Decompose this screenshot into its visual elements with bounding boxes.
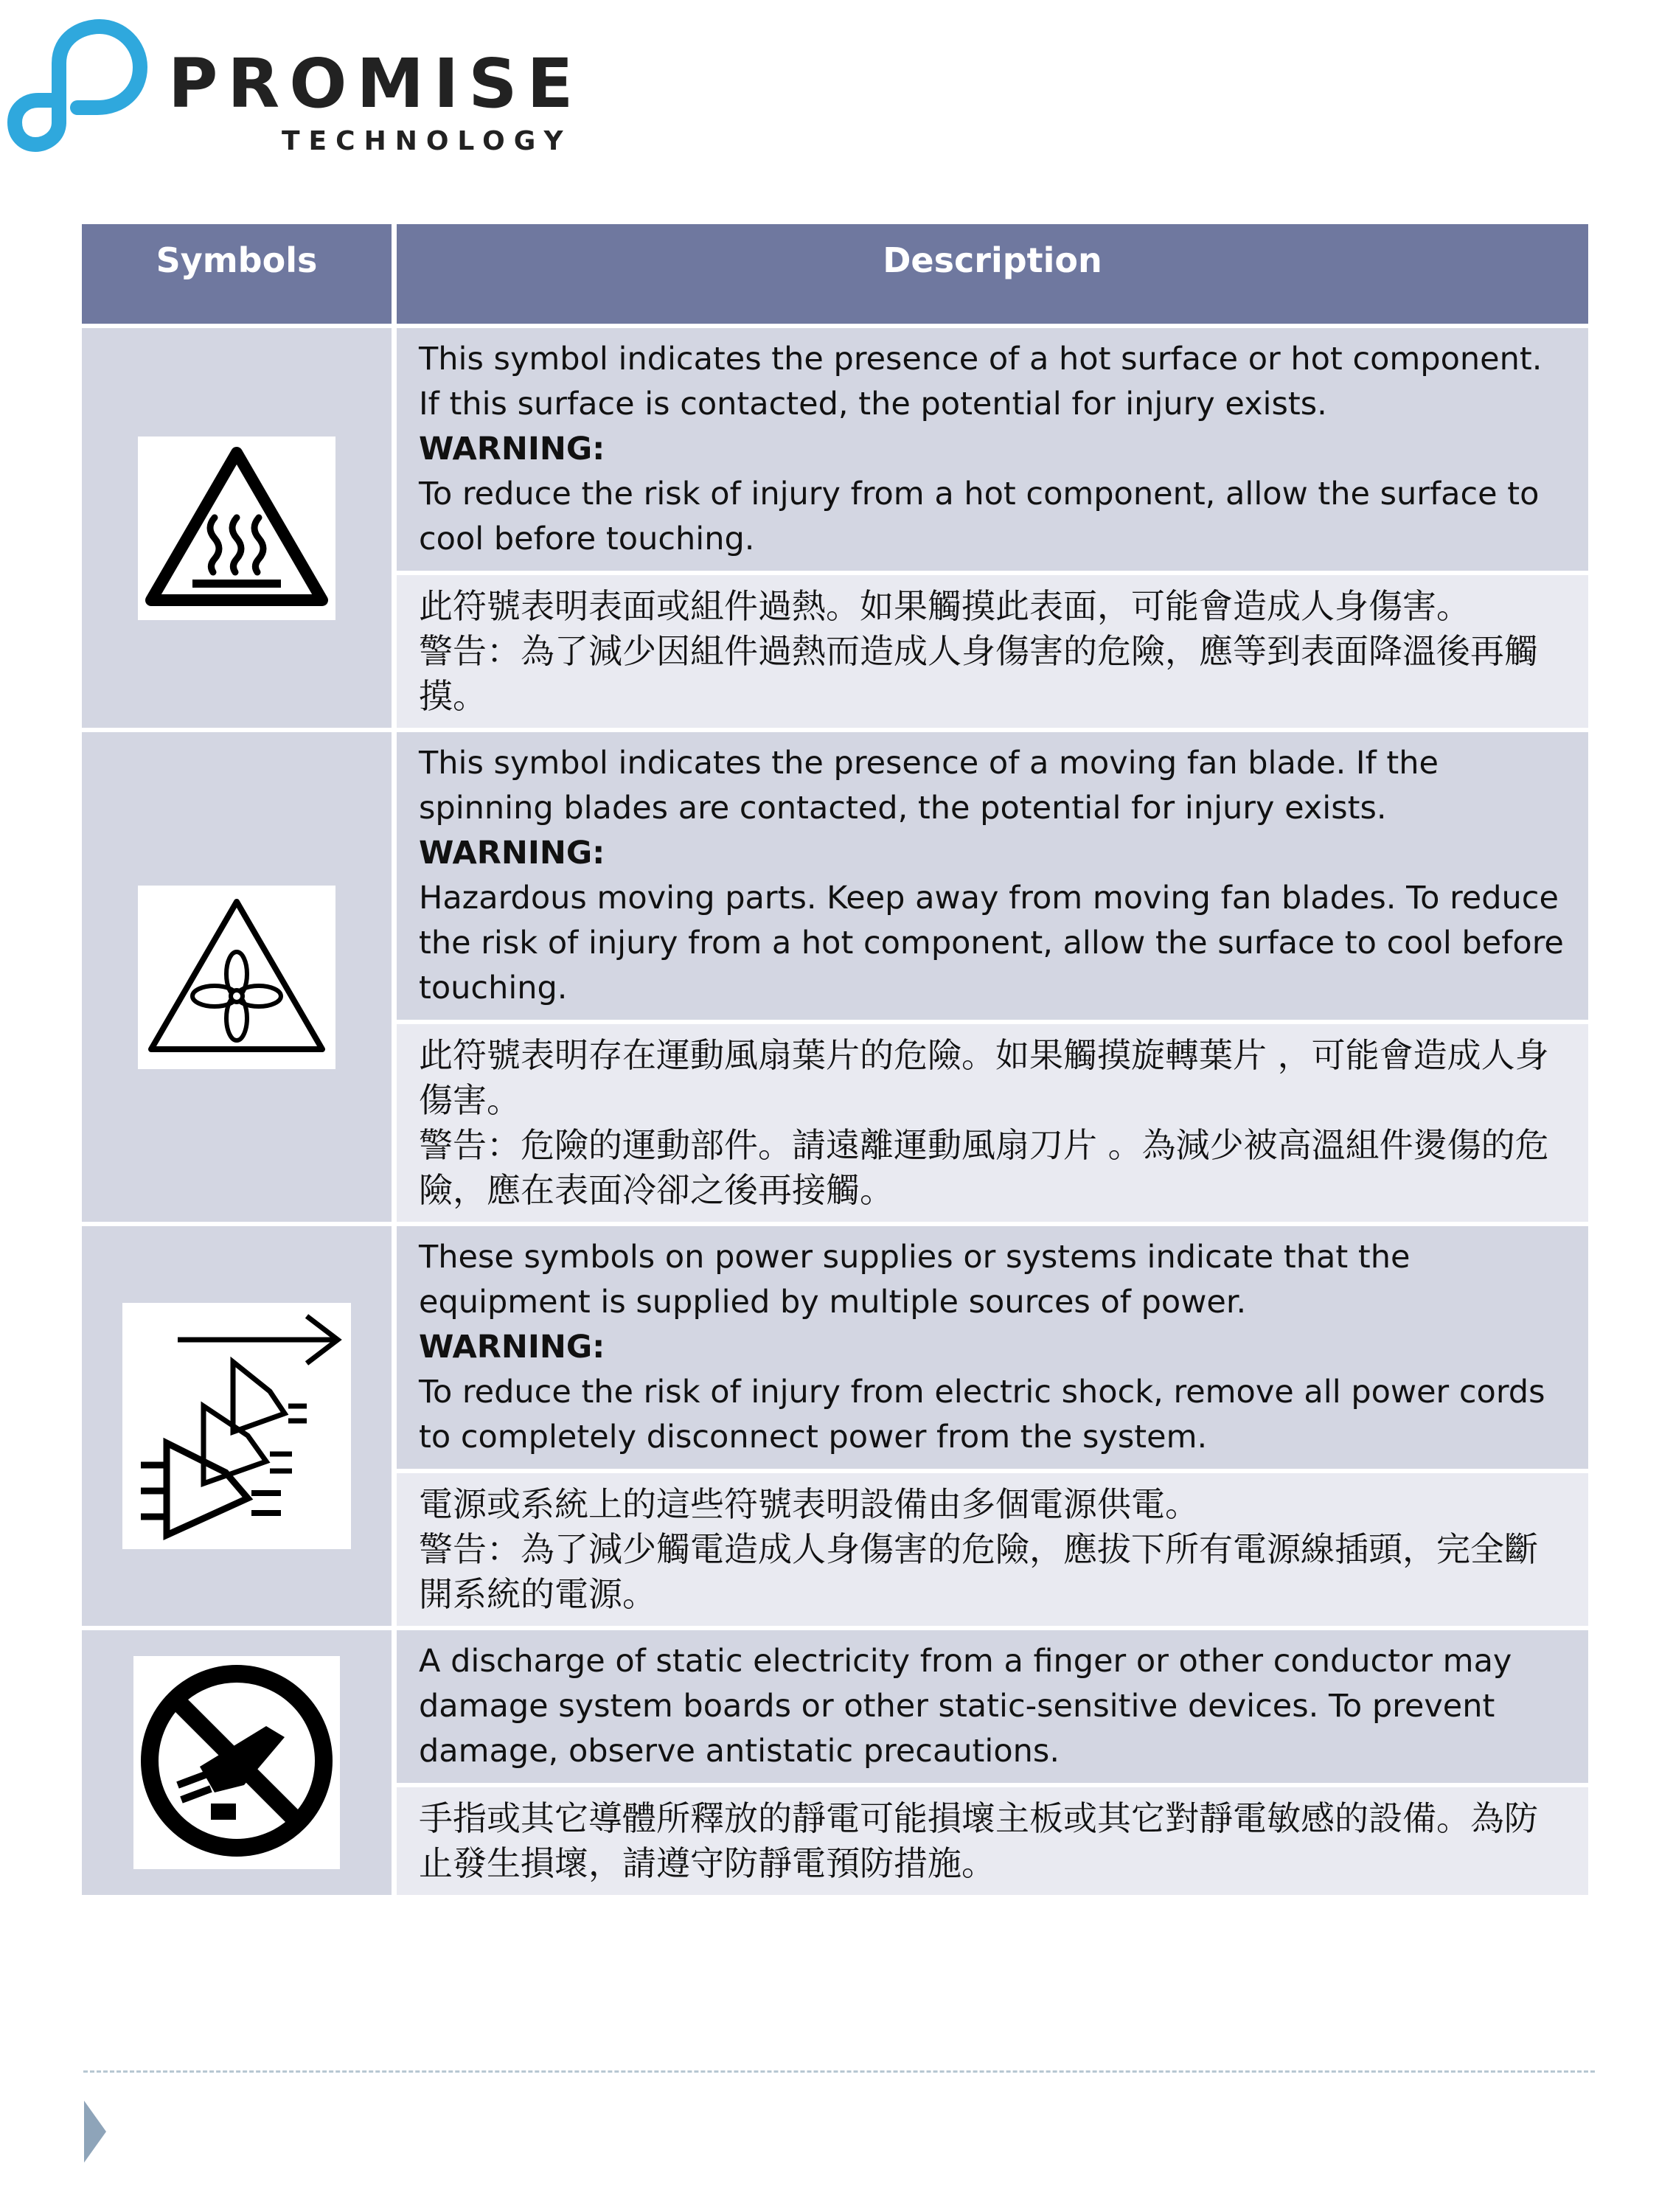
description-en-intro: These symbols on power supplies or systems indicate that the equipment is supplied by multiple sources of power. xyxy=(419,1239,1411,1321)
description-zh xyxy=(397,1473,1588,1626)
warning-label: WARNING: xyxy=(419,431,605,467)
description-en xyxy=(397,732,1588,1020)
brand-name: PROMISE xyxy=(168,44,583,123)
symbol-cell xyxy=(82,1226,392,1626)
table-row xyxy=(82,732,1588,1020)
brand-tagline: TECHNOLOGY xyxy=(282,126,572,156)
description-en xyxy=(397,328,1588,571)
multiple-power-plugs-icon xyxy=(122,1303,351,1549)
page-arrow-icon xyxy=(84,2101,106,2163)
promise-logo xyxy=(7,12,583,156)
table-row xyxy=(82,1226,1588,1469)
description-zh xyxy=(397,1787,1588,1895)
fan-blade-icon xyxy=(138,886,335,1069)
description-en xyxy=(397,1630,1588,1783)
table-header-row xyxy=(82,224,1588,324)
symbol-cell xyxy=(82,1630,392,1895)
description-zh xyxy=(397,1024,1588,1222)
description-zh-warning: 警告：為了減少因組件過熱而造成人身傷害的危險，應等到表面降溫後再觸摸。 xyxy=(419,631,1538,716)
description-zh-warning: 警告：危險的運動部件。請遠離運動風扇刀片 。為減少被高溫組件燙傷的危險，應在表面冷卻之後再接觸。 xyxy=(419,1125,1549,1210)
table-row xyxy=(82,1630,1588,1783)
promise-mark-icon xyxy=(7,12,155,152)
description-en-intro: This symbol indicates the presence of a hot surface or hot component. If this surface is contacted, the potential for injury exists. xyxy=(419,341,1543,422)
description-en-intro: This symbol indicates the presence of a moving fan blade. If the spinning blades are contacted, the potential for injury exists. xyxy=(419,745,1439,827)
description-en-warning: Hazardous moving parts. Keep away from moving fan blades. To reduce the risk of injury from a hot component, allow the surface to cool before touching. xyxy=(419,880,1564,1006)
header-symbols: Symbols xyxy=(82,224,392,324)
hot-surface-icon xyxy=(138,437,335,620)
description-zh-intro: 手指或其它導體所釋放的靜電可能損壞主板或其它對靜電敏感的設備。為防止發生損壞，請遵守防靜電預防措施。 xyxy=(419,1798,1538,1883)
description-en xyxy=(397,1226,1588,1469)
warning-label: WARNING: xyxy=(419,835,605,872)
description-zh-intro: 電源或系統上的這些符號表明設備由多個電源供電。 xyxy=(419,1484,1199,1524)
description-zh xyxy=(397,575,1588,728)
symbol-cell xyxy=(82,732,392,1222)
description-en-intro: A discharge of static electricity from a finger or other conductor may damage system boards or other static-sensitive devices. To prevent damage, observe antistatic precautions. xyxy=(419,1643,1512,1770)
no-static-touch-icon xyxy=(133,1656,340,1869)
footer-divider xyxy=(83,2070,1595,2073)
symbol-cell xyxy=(82,328,392,728)
description-zh-intro: 此符號表明存在運動風扇葉片的危險。如果觸摸旋轉葉片 ，可能會造成人身傷害。 xyxy=(419,1035,1549,1120)
table-row xyxy=(82,328,1588,571)
description-zh-intro: 此符號表明表面或組件過熱。如果觸摸此表面，可能會造成人身傷害。 xyxy=(419,586,1470,626)
warning-label: WARNING: xyxy=(419,1329,605,1366)
description-en-warning: To reduce the risk of injury from a hot component, allow the surface to cool before touching. xyxy=(419,476,1540,557)
description-en-warning: To reduce the risk of injury from electric shock, remove all power cords to completely disconnect power from the system. xyxy=(419,1374,1545,1455)
header-description: Description xyxy=(397,224,1588,324)
symbols-table xyxy=(77,220,1593,1899)
description-zh-warning: 警告：為了減少觸電造成人身傷害的危險，應拔下所有電源線插頭，完全斷開系統的電源。 xyxy=(419,1529,1538,1614)
